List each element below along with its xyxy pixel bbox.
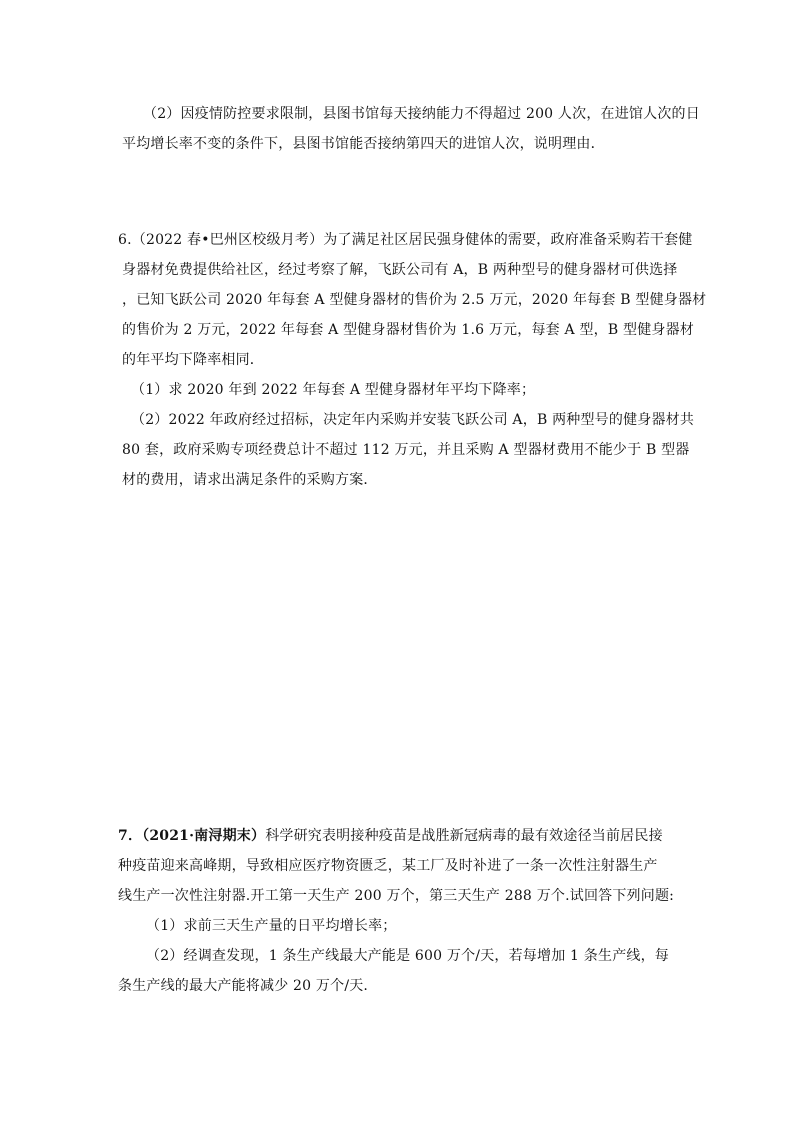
q6-stem-line2: 身器材免费提供给社区，经过考察了解，飞跃公司有 A，B 两种型号的健身器材可供选择 <box>122 262 678 278</box>
q6-stem-line4: 的售价为 2 万元，2022 年每套 A 型健身器材售价为 1.6 万元，每套 A 型，B 型健身器材 <box>122 322 695 338</box>
q6-part2-line1: （2）2022 年政府经过招标，决定年内采购并安装飞跃公司 A，B 两种型号的健身器材共 <box>131 412 695 428</box>
q7-line1 <box>118 826 663 846</box>
q5-part2-line2: 平均增长率不变的条件下，县图书馆能否接纳第四天的进馆人次，说明理由． <box>122 136 605 152</box>
q6-part2-line2: 80 套，政府采购专项经费总计不超过 112 万元，并且采购 A 型器材费用不能少于 B 型器 <box>122 442 690 458</box>
q7-line2: 种疫苗迎来高峰期，导致相应医疗物资匮乏，某工厂及时补进了一条一次性注射器生产 <box>118 858 658 874</box>
q6-part2-line3: 材的费用，请求出满足条件的采购方案． <box>122 472 378 488</box>
q6-part1: （1）求 2020 年到 2022 年每套 A 型健身器材年平均下降率； <box>131 382 536 398</box>
q7-part2-line1: （2）经调查发现，1 条生产线最大产能是 600 万个/天，若每增加 1 条生产线，每 <box>146 948 670 964</box>
q6-stem-line1: 6.（2022 春•巴州区校级月考）为了满足社区居民强身健体的需要，政府准备采购若干套健 <box>118 232 693 248</box>
q6-stem-line5: 的年平均下降率相同． <box>122 352 264 368</box>
q6-stem-line3: ，已知飞跃公司 2020 年每套 A 型健身器材的售价为 2.5 万元，2020 年每套 B 型健身器材 <box>122 292 707 308</box>
q7-line3: 线生产一次性注射器.开工第一天生产 200 万个，第三天生产 288 万个.试回答下列问题: <box>118 888 675 904</box>
q7-line1-text: 科学研究表明接种疫苗是战胜新冠病毒的最有效途径当前居民接 <box>265 828 663 844</box>
q7-number: 7．（2021·南浔期末） <box>118 828 266 844</box>
q7-part2-line2: 条生产线的最大产能将减少 20 万个/天. <box>118 978 369 994</box>
q7-part1: （1）求前三天生产量的日平均增长率； <box>146 918 397 934</box>
q5-part2-line1: （2）因疫情防控要求限制，县图书馆每天接纳能力不得超过 200 人次，在进馆人次的日 <box>143 106 700 122</box>
